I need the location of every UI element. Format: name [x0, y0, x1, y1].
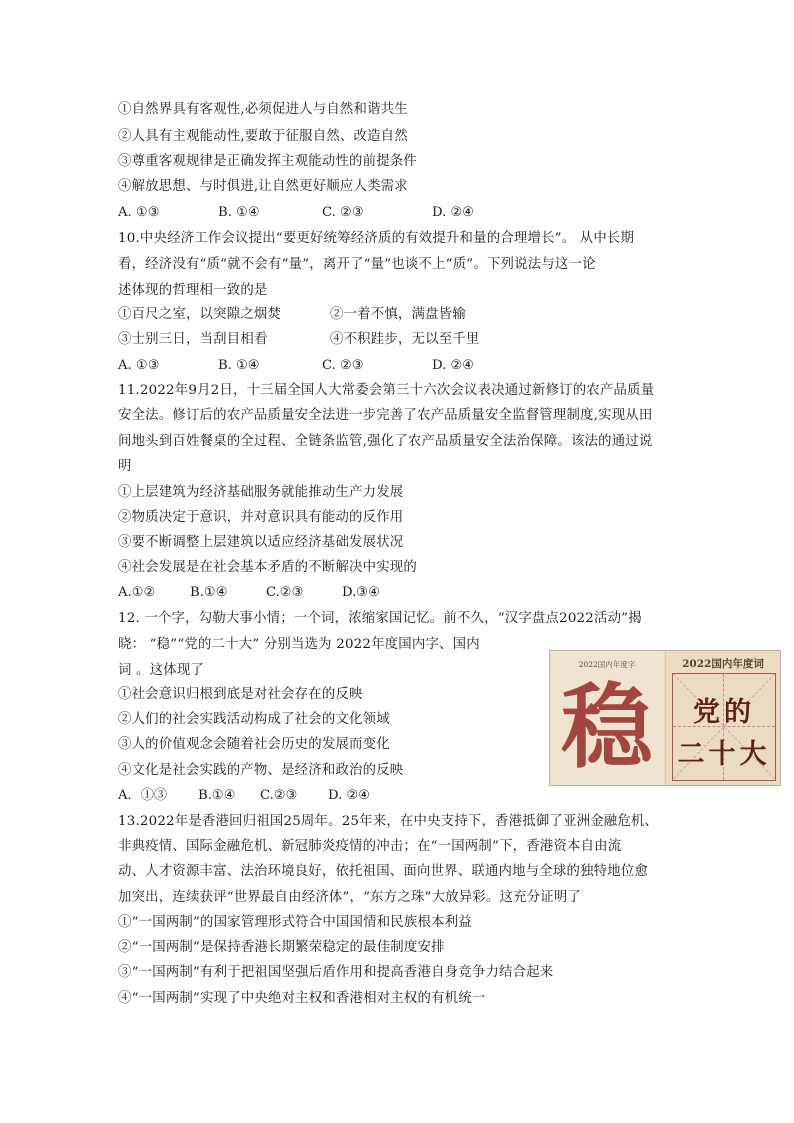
q12-stem-line-3: 词 。这体现了	[118, 663, 204, 678]
q9-choice-c: C. ②③	[322, 205, 364, 220]
q12-option-2: ②人们的社会实践活动构成了社会的文化领域	[118, 712, 390, 727]
q10-choice-c: C. ②③	[322, 358, 364, 373]
q12-option-3: ③人的价值观念会随着社会历史的发展而变化	[118, 737, 390, 752]
q10-stem-line-2: 看，经济没有“质”就不会有“量”，离开了“量”也谈不上“质”。下列说法与这一论	[118, 257, 596, 272]
q9-option-3: ③尊重客观规律是正确发挥主观能动性的前提条件	[118, 154, 417, 169]
q12-choice-c: C.②③	[260, 788, 298, 803]
q12-choice-b: B.①④	[198, 788, 236, 803]
q11-stem-line-4: 明	[118, 459, 132, 474]
q12-stem-line-2: 晓： “稳”“党的二十大” 分别当选为 2022年度国内字、国内	[118, 637, 480, 652]
q13-stem-line-3: 动、人才资源丰富、法治环境良好，依托祖国、面向世界、联通内地与全球的独特地位愈	[118, 864, 649, 879]
annual-word-panel	[665, 651, 780, 785]
q11-choice-d: D.③④	[342, 585, 380, 600]
q13-option-1: ①“一国两制”的国家管理形式符合中国国情和民族根本利益	[118, 915, 472, 930]
q11-choice-b: B.①④	[190, 585, 228, 600]
q12-choice-a: A．①③	[118, 788, 168, 803]
q11-stem-line-2: 安全法。修订后的农产品质量安全法进一步完善了农产品质量安全监督管理制度,实现从田	[118, 408, 653, 423]
q10-option-4: ④不积跬步，无以至千里	[330, 332, 480, 347]
q11-option-2: ②物质决定于意识，并对意识具有能动的反作用	[118, 510, 404, 525]
q12-option-4: ④文化是社会实践的产物、是经济和政治的反映	[118, 763, 404, 778]
annual-character-caption: 2022国内年度字	[578, 660, 636, 669]
q12-stem-line-1: 12. 一个字，勾勒大事小情；一个词，浓缩家国记忆。前不久，“汉字盘点2022活动”揭	[118, 611, 642, 626]
q11-choice-a: A.①②	[118, 585, 156, 600]
q11-stem-line-1: 11.2022年9月2日，十三届全国人大常委会第三十六次会议表决通过新修订的农产品质量	[118, 383, 655, 398]
q9-choice-b: B. ①④	[218, 205, 260, 220]
q12-choice-d: D. ②④	[328, 788, 371, 803]
q13-stem-line-4: 加突出，连续获评“世界最自由经济体”，“东方之珠”大放异彩。这充分证明了	[118, 890, 582, 905]
q10-choice-d: D. ②④	[432, 358, 475, 373]
q9-option-1: ①自然界具有客观性,必须促进人与自然和谐共生	[118, 102, 408, 117]
q9-option-2: ②人具有主观能动性,要敢于征服自然、改造自然	[118, 129, 408, 144]
q10-stem-line-1: 10.中央经济工作会议提出“要更好统筹经济质的有效提升和量的合理增长”。 从中长期	[118, 231, 635, 246]
q11-option-3: ③要不断调整上层建筑以适应经济基础发展状况	[118, 535, 404, 550]
q10-choice-b: B. ①④	[218, 358, 260, 373]
q13-stem-line-2: 非典疫情、国际金融危机、新冠肺炎疫情的冲击；在“一国两制”下，香港资本自由流	[118, 839, 622, 854]
q10-option-3: ③士别三日，当刮目相看	[118, 332, 268, 347]
q9-choice-d: D. ②④	[432, 205, 475, 220]
q10-option-2: ②一着不慎，满盘皆输	[330, 307, 466, 322]
q11-option-4: ④社会发展是在社会基本矛盾的不断解决中实现的	[118, 560, 417, 575]
q10-choice-a: A. ①③	[118, 358, 160, 373]
annual-word-figure	[549, 650, 781, 786]
annual-word-caption: 2022国内年度词	[682, 658, 764, 670]
q11-option-1: ①上层建筑为经济基础服务就能推动生产力发展	[118, 485, 404, 500]
annual-character-panel	[550, 651, 664, 785]
q13-option-4: ④“一国两制”实现了中央绝对主权和香港相对主权的有机统一	[118, 991, 486, 1006]
q10-stem-line-3: 述体现的哲理相一致的是	[118, 283, 268, 298]
q13-option-3: ③“一国两制”有利于把祖国坚强后盾作用和提高香港自身竞争力结合起来	[118, 965, 554, 980]
q11-stem-line-3: 间地头到百姓餐桌的全过程、全链条监管,强化了农产品质量安全法治保障。该法的通过说	[118, 434, 653, 449]
q9-option-4: ④解放思想、与时俱进,让自然更好顺应人类需求	[118, 179, 408, 194]
q13-option-2: ②“一国两制”是保持香港长期繁荣稳定的最佳制度安排	[118, 940, 445, 955]
annual-character: 稳	[560, 673, 653, 781]
q12-option-1: ①社会意识归根到底是对社会存在的反映	[118, 687, 363, 702]
annual-word-line-1: 党的	[693, 697, 755, 728]
q11-choice-c: C.②③	[266, 585, 304, 600]
q9-choice-a: A. ①③	[118, 205, 160, 220]
q13-stem-line-1: 13.2022年是香港回归祖国25周年。25年来，在中央支持下，香港抵御了亚洲金融危机、	[118, 814, 659, 829]
calligraphy-grid	[672, 673, 776, 781]
q10-option-1: ①百尺之室，以突隙之烟焚	[118, 307, 282, 322]
annual-word-line-2: 二十大	[677, 739, 771, 770]
